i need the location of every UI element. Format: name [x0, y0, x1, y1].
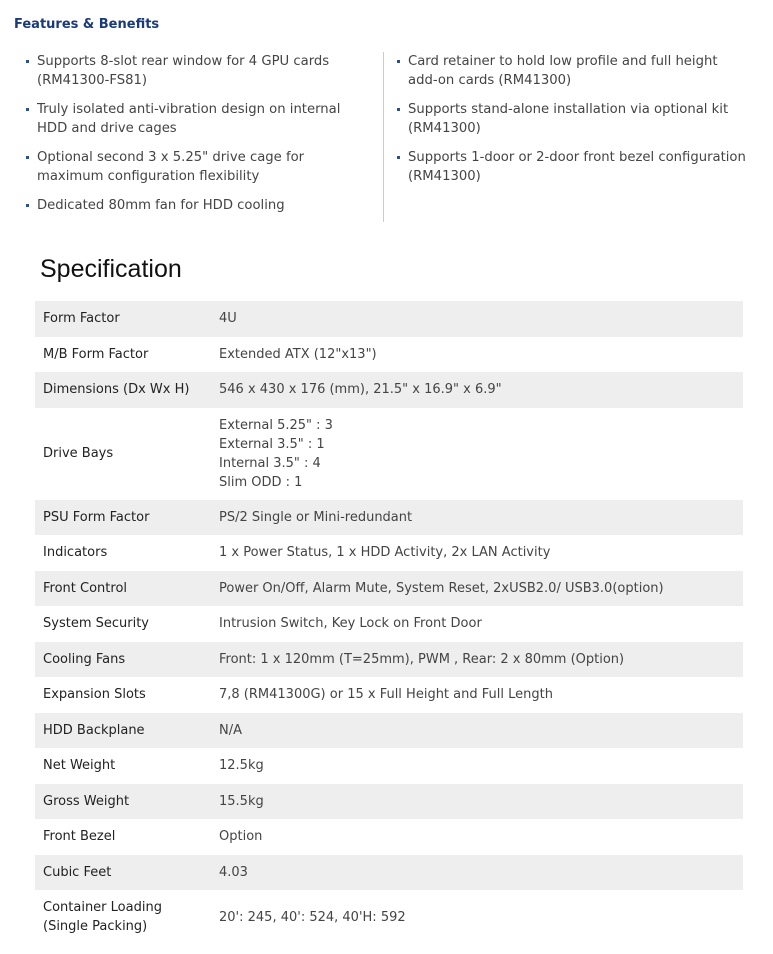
table-row: [35, 372, 743, 408]
spec-value: Extended ATX (12"x13"): [219, 346, 377, 362]
spec-value: 1 x Power Status, 1 x HDD Activity, 2x LAN Activity: [219, 545, 551, 561]
table-row: [35, 571, 743, 607]
spec-label: PSU Form Factor: [43, 509, 150, 525]
table-row: [35, 337, 743, 373]
table-row: [35, 535, 743, 571]
spec-value: 4U: [219, 311, 237, 327]
table-row: [35, 890, 743, 944]
specification-table: [35, 301, 743, 944]
spec-value-line: Internal 3.5" : 4: [219, 455, 321, 471]
spec-value-line: External 5.25" : 3: [219, 417, 333, 433]
table-row: [35, 855, 743, 891]
spec-label: HDD Backplane: [43, 722, 145, 738]
spec-label: Dimensions (Dx Wx H): [43, 382, 190, 398]
features-left-column: [26, 52, 371, 225]
spec-value: Power On/Off, Alarm Mute, System Reset, 2xUSB2.0/ USB3.0(option): [219, 580, 664, 596]
spec-value: Intrusion Switch, Key Lock on Front Door: [219, 616, 482, 632]
spec-value: Front: 1 x 120mm (T=25mm), PWM , Rear: 2 x 80mm (Option): [219, 651, 625, 667]
table-row: [35, 408, 743, 500]
table-row: [35, 606, 743, 642]
spec-label: Net Weight: [43, 758, 116, 774]
table-row: [35, 642, 743, 678]
spec-value: N/A: [219, 722, 242, 738]
spec-label: Container Loading (Single Packing): [43, 900, 162, 934]
spec-label: Indicators: [43, 545, 108, 561]
spec-value: 7,8 (RM41300G) or 15 x Full Height and Full Length: [219, 687, 553, 703]
feature-item: Supports 8-slot rear window for 4 GPU cards (RM41300-FS81): [26, 52, 371, 90]
table-row: [35, 819, 743, 855]
features-right-column: [397, 52, 747, 196]
features-title: Features & Benefits: [14, 17, 160, 32]
spec-value: PS/2 Single or Mini-redundant: [219, 509, 413, 525]
spec-value-line: Slim ODD : 1: [219, 474, 303, 490]
table-row: [35, 713, 743, 749]
feature-item: Supports stand-alone installation via optional kit (RM41300): [397, 100, 747, 138]
spec-value-line: External 3.5" : 1: [219, 436, 325, 452]
table-row: [35, 677, 743, 713]
table-row: [35, 784, 743, 820]
spec-label: System Security: [43, 616, 149, 632]
spec-value: 15.5kg: [219, 793, 264, 809]
feature-item: Supports 1-door or 2-door front bezel configuration (RM41300): [397, 148, 747, 186]
specification-title: Specification: [40, 255, 182, 283]
table-row: [35, 301, 743, 337]
spec-value: 20': 245, 40': 524, 40'H: 592: [219, 909, 406, 925]
spec-label: Form Factor: [43, 311, 120, 327]
spec-label: Gross Weight: [43, 793, 130, 809]
spec-label: Front Bezel: [43, 829, 116, 845]
feature-item: Dedicated 80mm fan for HDD cooling: [26, 196, 371, 215]
spec-label: M/B Form Factor: [43, 346, 149, 362]
feature-item: Card retainer to hold low profile and full height add-on cards (RM41300): [397, 52, 747, 90]
spec-value: 12.5kg: [219, 758, 264, 774]
spec-value: 546 x 430 x 176 (mm), 21.5" x 16.9" x 6.9": [219, 382, 502, 398]
features-list: [26, 52, 746, 222]
table-row: [35, 500, 743, 536]
table-row: [35, 748, 743, 784]
spec-label: Cubic Feet: [43, 864, 112, 880]
spec-value: 4.03: [219, 864, 248, 880]
spec-value: Option: [219, 829, 263, 845]
spec-label: Cooling Fans: [43, 651, 126, 667]
spec-label: Front Control: [43, 580, 128, 596]
feature-item: Truly isolated anti-vibration design on internal HDD and drive cages: [26, 100, 371, 138]
spec-label: Expansion Slots: [43, 687, 146, 703]
column-divider: [383, 52, 384, 222]
spec-label: Drive Bays: [43, 446, 114, 461]
feature-item: Optional second 3 x 5.25" drive cage for maximum configuration flexibility: [26, 148, 371, 186]
spec-value: [211, 408, 743, 500]
